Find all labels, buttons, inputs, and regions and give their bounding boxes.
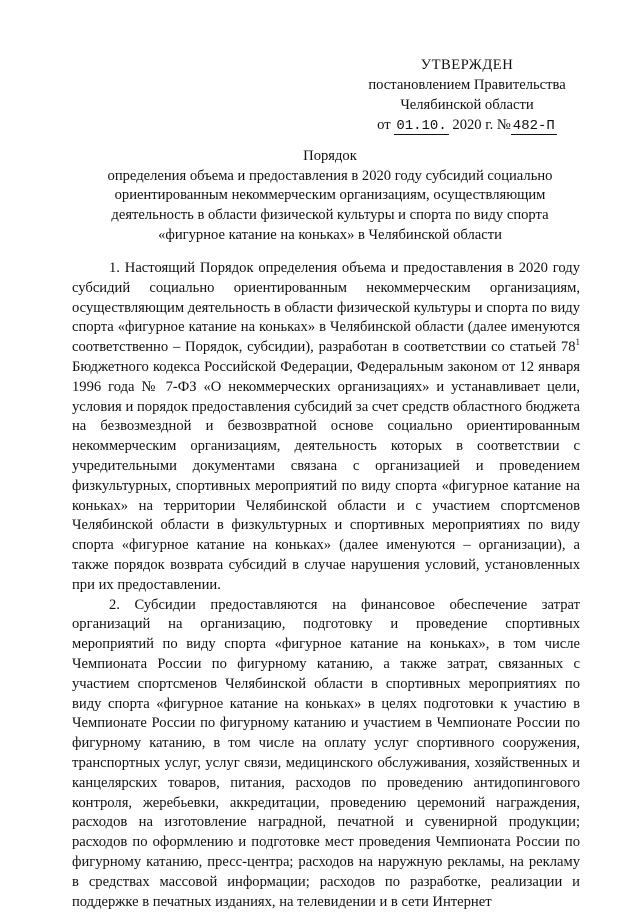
document-heading: Порядок [303, 148, 357, 164]
document-body [72, 259, 580, 912]
approval-stamp [352, 55, 582, 136]
document-title-block [80, 147, 580, 246]
approval-number: 482-П [512, 118, 555, 134]
approval-line-2: Челябинской области [400, 97, 534, 113]
document-subtitle: определения объема и предоставления в 2020 году субсидий социально ориентированным некоммерческим организациям, осуществляющим деятельность в области физической культуры и спорта по виду спорта «фигурное катание на коньках» в Челябинской области [107, 167, 553, 243]
approval-line-1: постановлением Правительства [368, 77, 566, 93]
footnote-superscript: 1 [575, 337, 580, 348]
approval-date: 01.10. [396, 118, 447, 134]
approval-date-line [352, 115, 582, 136]
date-prefix: от [377, 117, 391, 133]
paragraph-2: 2. Субсидии предоставляются на финансовое обеспечение затрат организаций на организацию, подготовку и проведение спортивных мероприятий по виду спорта «фигурное катание на коньках», в том числе Чемпионата России по фигурному катанию, а также затрат, связанных с участием спортсменов Челябинской области в спортивных мероприятиях по виду спорта «фигурное катание на коньках» в целях подготовки к участию в Чемпионате России по фигурному катанию и участием в Чемпионате России по фигурному катанию, в том числе на оплату услуг спортивного сооружения, транспортных услуг, услуг связи, медицинского обслуживания, хозяйственных и канцелярских товаров, питания, расходов по проведению антидопингового контроля, жеребьевки, аккредитации, проведению церемоний награждения, расходов на изготовление наградной, печатной и сувенирной продукции; расходов по оформлению и подготовке мест проведения Чемпионата России по фигурному катанию, пресс-центра; расходов на наружную рекламы, на рекламу в средствах массовой информации; расходов по разработке, реализации и поддержке в печатных изданиях, на телевидении и в сети Интернет [72, 596, 580, 910]
approval-title: УТВЕРЖДЕН [420, 57, 514, 73]
paragraph-1 [72, 259, 580, 596]
paragraph-1-text-a: 1. Настоящий Порядок определения объема и предоставления в 2020 году субсидий социально ориентированным некоммерческим организациям, осуществляющим деятельность в области физической культуры и спорта по виду спорта «фигурное катание на коньках» в Челябинской области (далее именуются соответственно – Порядок, субсидии), разработан в соответствии со статьей 78 [72, 260, 580, 356]
paragraph-1-text-b: Бюджетного кодекса Российской Федерации, Федеральным законом от 12 января 1996 года № 7-ФЗ «О некоммерческих организациях» и устанавливает цели, условия и порядок предоставления субсидий за счет средств областного бюджета на безвозмездной и безвозвратной основе социально ориентированным некоммерческим организациям, деятельность которых в соответствии с учредительными документами связана с организацией и проведением физкультурных, спортивных мероприятий по виду спорта «фигурное катание на коньках» на территории Челябинской области и с участием спортсменов Челябинской области в физкультурных и спортивных мероприятиях по виду спорта «фигурное катание на коньках» (далее именуются – организации), а также порядок возврата субсидий в случае нарушения условий, установленных при их предоставлении. [72, 358, 580, 593]
approval-year: 2020 г. № [452, 117, 511, 133]
